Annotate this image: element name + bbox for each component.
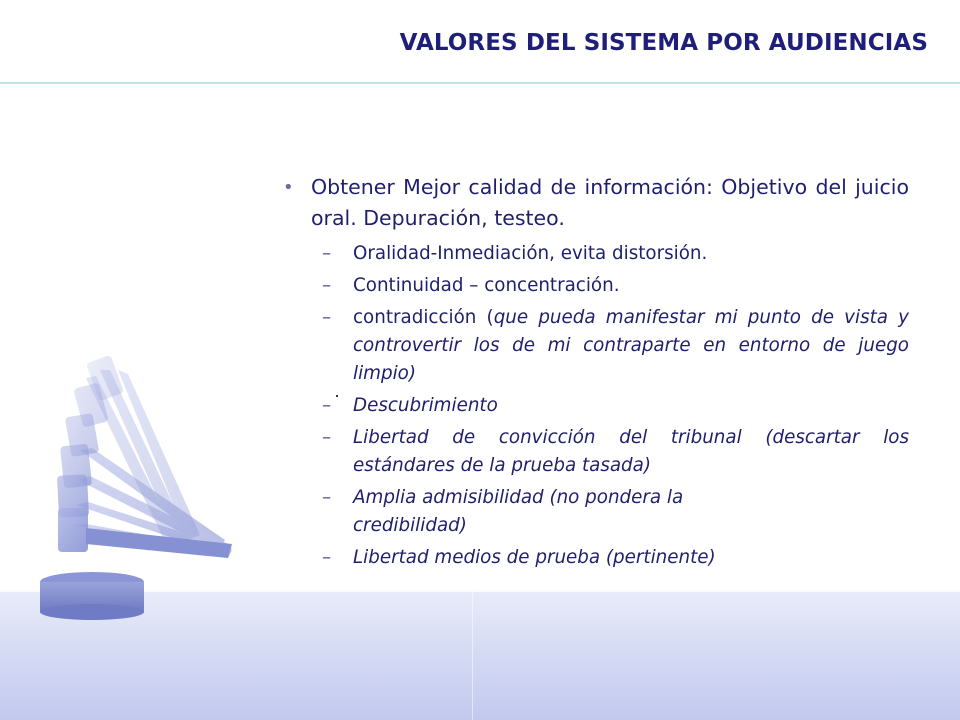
slide-title: VALORES DEL SISTEMA POR AUDIENCIAS — [399, 30, 928, 56]
main-bullet-text: Obtener Mejor calidad de información: Objetivo del juicio oral. Depuración, testeo. — [311, 175, 909, 230]
sub-item-text-italic: que pueda manifestar mi punto de vista y controvertir los de mi contraparte en entorno de juego limpio) — [353, 307, 909, 384]
dash-marker: – — [322, 275, 332, 296]
sub-item-text: Oralidad-Inmediación, evita distorsión. — [353, 243, 708, 264]
gavel-illustration — [0, 330, 260, 620]
content-block — [283, 172, 909, 576]
sub-item-text-plain: contradicción ( — [353, 307, 494, 328]
sub-item-text: Libertad de convicción del tribunal (descartar los estándares de la prueba tasada) — [353, 427, 909, 476]
sub-item — [283, 544, 909, 572]
dash-marker: – — [322, 547, 332, 568]
sub-item — [283, 484, 909, 540]
sub-item-text — [353, 307, 909, 384]
stray-dot — [336, 395, 338, 397]
dash-marker: – — [322, 487, 332, 508]
dash-marker: – — [322, 307, 332, 328]
dash-marker: – — [322, 395, 332, 416]
sub-item-text: Continuidad – concentración. — [353, 275, 620, 296]
bullet-marker: • — [283, 177, 294, 198]
sub-item — [283, 272, 909, 300]
band-divider-line — [472, 590, 473, 720]
sub-item — [283, 424, 909, 480]
sub-item-text: Libertad medios de prueba (pertinente) — [353, 547, 716, 568]
sub-list — [283, 240, 909, 572]
sub-item — [283, 304, 909, 388]
main-bullet — [283, 172, 909, 234]
sub-item — [283, 240, 909, 268]
sub-item-text: Descubrimiento — [353, 395, 498, 416]
title-underline — [0, 82, 960, 84]
dash-marker: – — [322, 243, 332, 264]
sub-item — [283, 392, 909, 420]
dash-marker: – — [322, 427, 332, 448]
sub-item-text: Amplia admisibilidad (no pondera la credibilidad) — [353, 487, 684, 536]
